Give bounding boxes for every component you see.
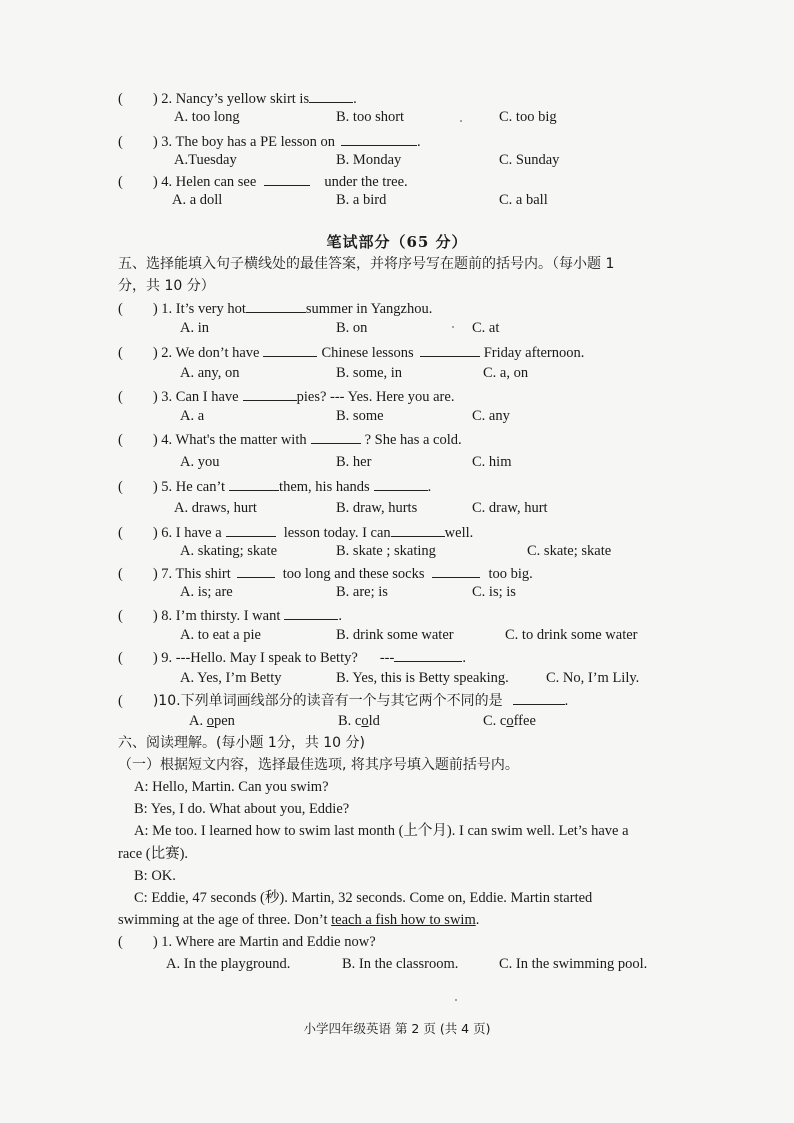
option: B. draw, hurts [336, 500, 418, 516]
scan-speck [455, 999, 457, 1001]
option: A. Yes, I’m Betty [180, 670, 282, 686]
section-6-subheading: （一）根据短文内容，选择最佳选项, 将其序号填入题前括号内。 [118, 757, 519, 773]
section-5-heading: 五、选择能填入句子横线处的最佳答案，并将序号写在题前的括号内。（每小题 1 [118, 256, 615, 272]
option: B. Yes, this is Betty speaking. [336, 670, 509, 686]
option: A. too long [174, 109, 240, 125]
option: C. a, on [483, 365, 529, 381]
s5-question-6: ( ) 6. I have a lesson today. I can well. [118, 522, 473, 542]
question-4: ( ) 4. Helen can see under the tree. [118, 171, 408, 191]
option: B. are; is [336, 584, 388, 600]
s5-question-2: ( ) 2. We don’t have Chinese lessons Friday afternoon. [118, 342, 584, 362]
s5-question-8: ( ) 8. I’m thirsty. I want . [118, 605, 342, 625]
option: C. him [472, 454, 512, 470]
dialog-line: B: Yes, I do. What about you, Eddie? [134, 801, 350, 817]
scan-speck [460, 120, 462, 122]
option: A. draws, hurt [174, 500, 257, 516]
option: C. to drink some water [505, 627, 638, 643]
section-5-heading-cont: 分，共 10 分） [118, 278, 215, 294]
dialog-line: C: Eddie, 47 seconds (秒). Martin, 32 seconds. Come on, Eddie. Martin started [134, 890, 593, 906]
option: A. a doll [172, 192, 223, 208]
option: A. is; are [180, 584, 233, 600]
option: A. you [180, 454, 220, 470]
option: B. drink some water [336, 627, 454, 643]
option: B. a bird [336, 192, 387, 208]
s5-question-1: ( ) 1. It’s very hot summer in Yangzhou. [118, 298, 432, 318]
section-6-heading: 六、阅读理解。(每小题 1分，共 10 分) [118, 735, 365, 751]
option: C. is; is [472, 584, 516, 600]
option: C. draw, hurt [472, 500, 548, 516]
option: A. any, on [180, 365, 240, 381]
dialog-line: race (比赛). [118, 846, 189, 862]
option: B. Monday [336, 152, 402, 168]
option: B. cold [338, 713, 380, 729]
scan-speck [452, 326, 454, 328]
option: A. open [189, 713, 235, 729]
answer-blank [341, 131, 417, 146]
option: C. No, I’m Lily. [546, 670, 640, 686]
option: C. Sunday [499, 152, 560, 168]
option: B. skate ; skating [336, 543, 436, 559]
option: A. a [180, 408, 205, 424]
dialog-line: A: Me too. I learned how to swim last month (上个月). I can swim well. Let’s have a [134, 823, 629, 839]
s5-question-7: ( ) 7. This shirt too long and these socks too big. [118, 563, 533, 583]
option: C. too big [499, 109, 557, 125]
option: B. In the classroom. [342, 956, 459, 972]
option: A. skating; skate [180, 543, 278, 559]
s5-question-4: ( ) 4. What's the matter with ? She has a cold. [118, 429, 462, 449]
s5-question-10: ( )10.下列单词画线部分的读音有一个与其它两个不同的是 . [118, 690, 568, 710]
s5-question-3: ( ) 3. Can I have pies? --- Yes. Here you are. [118, 386, 454, 406]
option: C. at [472, 320, 500, 336]
option: A. in [180, 320, 209, 336]
option: C. In the swimming pool. [499, 956, 648, 972]
dialog-line: swimming at the age of three. Don’t teach a fish how to swim. [118, 912, 480, 928]
option: C. any [472, 408, 510, 424]
option: B. too short [336, 109, 405, 125]
reading-question-1: ( ) 1. Where are Martin and Eddie now? [118, 934, 376, 950]
option: C. coffee [483, 713, 536, 729]
option: B. on [336, 320, 368, 336]
section-title: 笔试部分（65 分） [326, 233, 468, 251]
answer-blank [309, 88, 353, 103]
option: B. some [336, 408, 384, 424]
page-footer: 小学四年级英语 第 2 页 (共 4 页) [303, 1021, 491, 1036]
question-3: ( ) 3. The boy has a PE lesson on . [118, 131, 421, 151]
dialog-line: B: OK. [134, 868, 176, 884]
option: A.Tuesday [174, 152, 237, 168]
option: B. some, in [336, 365, 403, 381]
dialog-line: A: Hello, Martin. Can you swim? [134, 779, 329, 795]
question-2: ( ) 2. Nancy’s yellow skirt is . [118, 88, 357, 108]
answer-blank [264, 171, 310, 186]
option: C. skate; skate [527, 543, 612, 559]
option: A. In the playground. [166, 956, 291, 972]
s5-question-9: ( ) 9. ---Hello. May I speak to Betty? --- . [118, 647, 466, 667]
s5-question-5: ( ) 5. He can’t them, his hands . [118, 476, 431, 496]
option: B. her [336, 454, 372, 470]
option: C. a ball [499, 192, 548, 208]
option: A. to eat a pie [180, 627, 261, 643]
